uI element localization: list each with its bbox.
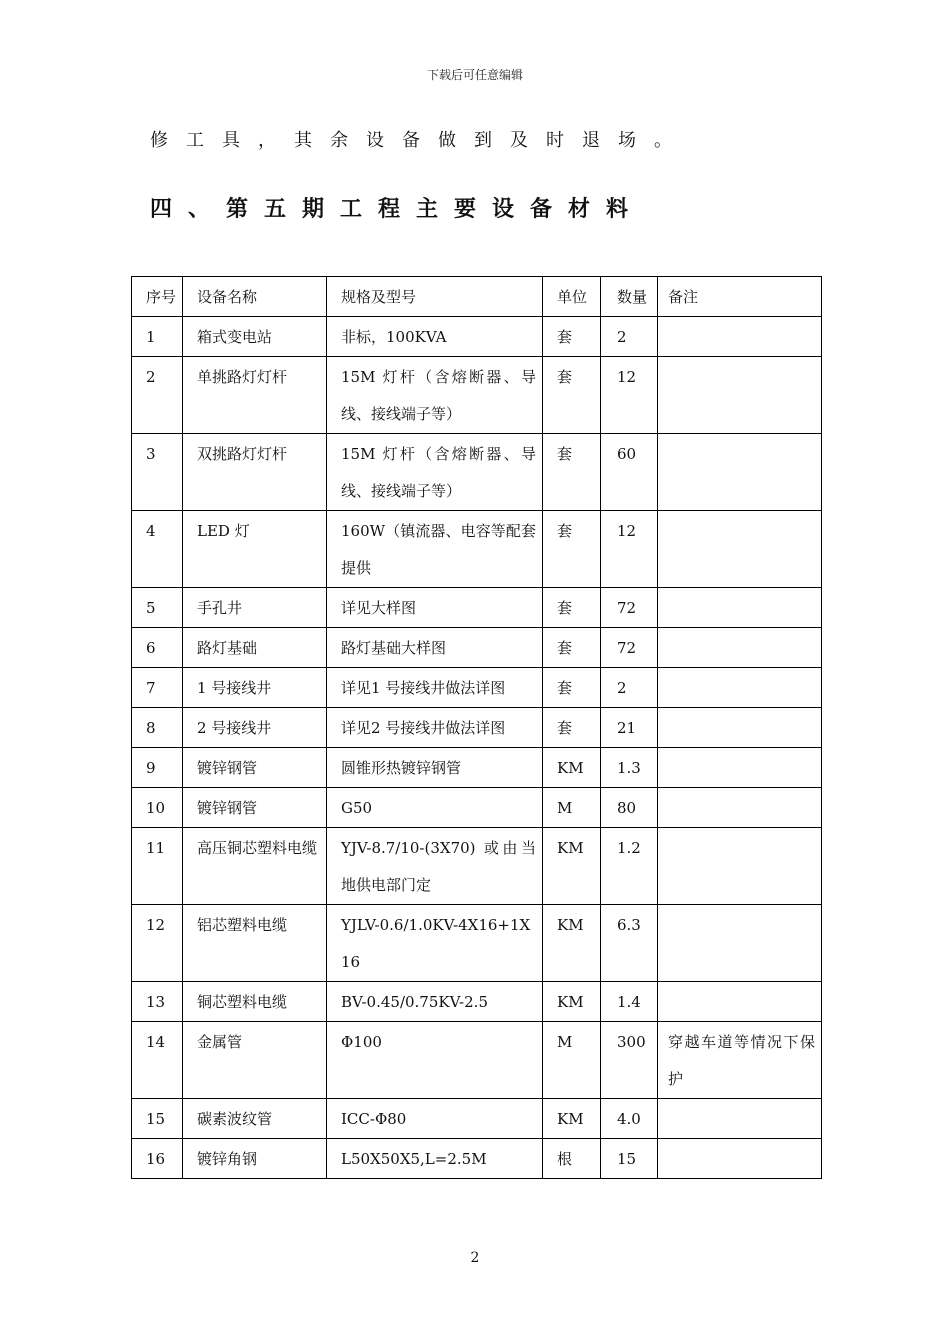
table-cell: 72: [601, 628, 658, 668]
table-cell: [658, 357, 822, 434]
table-row: [132, 982, 822, 1022]
table-cell: 2 号接线井: [183, 708, 327, 748]
table-cell: 160W（镇流器、电容等配套提供: [327, 511, 543, 588]
table-cell: 9: [132, 748, 183, 788]
table-row: [132, 828, 822, 905]
table-cell: [658, 588, 822, 628]
table-cell: YJV-8.7/10-(3X70) 或由当地供电部门定: [327, 828, 543, 905]
table-cell: 7: [132, 668, 183, 708]
table-header-row: [132, 277, 822, 317]
table-cell: [658, 1139, 822, 1179]
table-cell: 3: [132, 434, 183, 511]
table-cell: 6: [132, 628, 183, 668]
table-cell: 详见1 号接线井做法详图: [327, 668, 543, 708]
table-cell: 11: [132, 828, 183, 905]
table-cell: [658, 511, 822, 588]
table-cell: KM: [543, 748, 601, 788]
table-cell: 镀锌钢管: [183, 788, 327, 828]
header-cell: 单位: [543, 277, 601, 317]
table-cell: [658, 317, 822, 357]
table-cell: G50: [327, 788, 543, 828]
table-cell: 套: [543, 628, 601, 668]
table-cell: KM: [543, 1099, 601, 1139]
continuation-text: 修工具，其余设备做到及时退场。: [150, 130, 690, 151]
header-cell: 备注: [658, 277, 822, 317]
table-cell: M: [543, 1022, 601, 1099]
table-cell: 铜芯塑料电缆: [183, 982, 327, 1022]
table-row: [132, 357, 822, 434]
table-cell: 穿越车道等情况下保护: [658, 1022, 822, 1099]
table-cell: 4: [132, 511, 183, 588]
table-cell: 圆锥形热镀锌钢管: [327, 748, 543, 788]
table-cell: [658, 905, 822, 982]
table-cell: 12: [601, 511, 658, 588]
table-cell: 15M 灯杆（含熔断器、导线、接线端子等）: [327, 357, 543, 434]
table-cell: 详见2 号接线井做法详图: [327, 708, 543, 748]
table-cell: 铝芯塑料电缆: [183, 905, 327, 982]
table-cell: 16: [132, 1139, 183, 1179]
table-cell: 双挑路灯灯杆: [183, 434, 327, 511]
table-cell: 21: [601, 708, 658, 748]
table-cell: 套: [543, 511, 601, 588]
table-cell: 300: [601, 1022, 658, 1099]
table-cell: 15M 灯杆（含熔断器、导线、接线端子等）: [327, 434, 543, 511]
table-cell: [658, 628, 822, 668]
table-cell: 碳素波纹管: [183, 1099, 327, 1139]
table-cell: KM: [543, 828, 601, 905]
table-cell: 套: [543, 708, 601, 748]
table-cell: 72: [601, 588, 658, 628]
table-row: [132, 905, 822, 982]
table-cell: 套: [543, 357, 601, 434]
table-cell: 非标，100KVA: [327, 317, 543, 357]
table-cell: 套: [543, 588, 601, 628]
table-cell: [658, 434, 822, 511]
table-cell: 10: [132, 788, 183, 828]
table-row: [132, 511, 822, 588]
table-cell: 根: [543, 1139, 601, 1179]
table-cell: 2: [601, 317, 658, 357]
table-cell: 4.0: [601, 1099, 658, 1139]
table-cell: 80: [601, 788, 658, 828]
table-row: [132, 588, 822, 628]
table-cell: KM: [543, 905, 601, 982]
equipment-table: [131, 276, 822, 1179]
header-cell: 数量: [601, 277, 658, 317]
table-cell: 2: [601, 668, 658, 708]
table-cell: KM: [543, 982, 601, 1022]
table-cell: 1.4: [601, 982, 658, 1022]
table-cell: [658, 828, 822, 905]
table-cell: [658, 708, 822, 748]
header-cell: 设备名称: [183, 277, 327, 317]
table-cell: 单挑路灯灯杆: [183, 357, 327, 434]
table-row: [132, 668, 822, 708]
table-cell: 高压铜芯塑料电缆: [183, 828, 327, 905]
table-row: [132, 628, 822, 668]
table-cell: 1: [132, 317, 183, 357]
header-cell: 规格及型号: [327, 277, 543, 317]
table-cell: 手孔井: [183, 588, 327, 628]
table-cell: [658, 982, 822, 1022]
table-cell: 12: [601, 357, 658, 434]
table-cell: 路灯基础: [183, 628, 327, 668]
table-cell: BV-0.45/0.75KV-2.5: [327, 982, 543, 1022]
table-cell: ICC-Φ80: [327, 1099, 543, 1139]
table-cell: [658, 748, 822, 788]
table-cell: 8: [132, 708, 183, 748]
section-title: 四、第五期工程主要设备材料: [150, 197, 645, 222]
table-row: [132, 1139, 822, 1179]
table-row: [132, 1022, 822, 1099]
table-cell: 镀锌角钢: [183, 1139, 327, 1179]
table-row: [132, 748, 822, 788]
table-cell: 详见大样图: [327, 588, 543, 628]
table-cell: 1.3: [601, 748, 658, 788]
table-cell: 金属管: [183, 1022, 327, 1099]
table-cell: 12: [132, 905, 183, 982]
table-cell: 15: [132, 1099, 183, 1139]
table-cell: [658, 1099, 822, 1139]
table-cell: 15: [601, 1139, 658, 1179]
table-cell: LED 灯: [183, 511, 327, 588]
table-cell: 5: [132, 588, 183, 628]
page-number: 2: [470, 1250, 480, 1266]
table-row: [132, 708, 822, 748]
table-cell: 镀锌钢管: [183, 748, 327, 788]
table-cell: L50X50X5,L=2.5M: [327, 1139, 543, 1179]
table-cell: 60: [601, 434, 658, 511]
table-row: [132, 317, 822, 357]
table-cell: 6.3: [601, 905, 658, 982]
table-cell: YJLV-0.6/1.0KV-4X16+1X16: [327, 905, 543, 982]
table-row: [132, 788, 822, 828]
table-cell: 路灯基础大样图: [327, 628, 543, 668]
table-cell: 套: [543, 317, 601, 357]
table-cell: [658, 668, 822, 708]
table-cell: 套: [543, 668, 601, 708]
table-row: [132, 434, 822, 511]
table-cell: Φ100: [327, 1022, 543, 1099]
table-cell: 套: [543, 434, 601, 511]
table-cell: 1 号接线井: [183, 668, 327, 708]
table-cell: 箱式变电站: [183, 317, 327, 357]
table-cell: [658, 788, 822, 828]
header-cell: 序号: [132, 277, 183, 317]
table-cell: 14: [132, 1022, 183, 1099]
header-note: 下载后可任意编辑: [426, 68, 523, 82]
table-row: [132, 1099, 822, 1139]
table-cell: 13: [132, 982, 183, 1022]
table-cell: M: [543, 788, 601, 828]
table-cell: 2: [132, 357, 183, 434]
table-cell: 1.2: [601, 828, 658, 905]
